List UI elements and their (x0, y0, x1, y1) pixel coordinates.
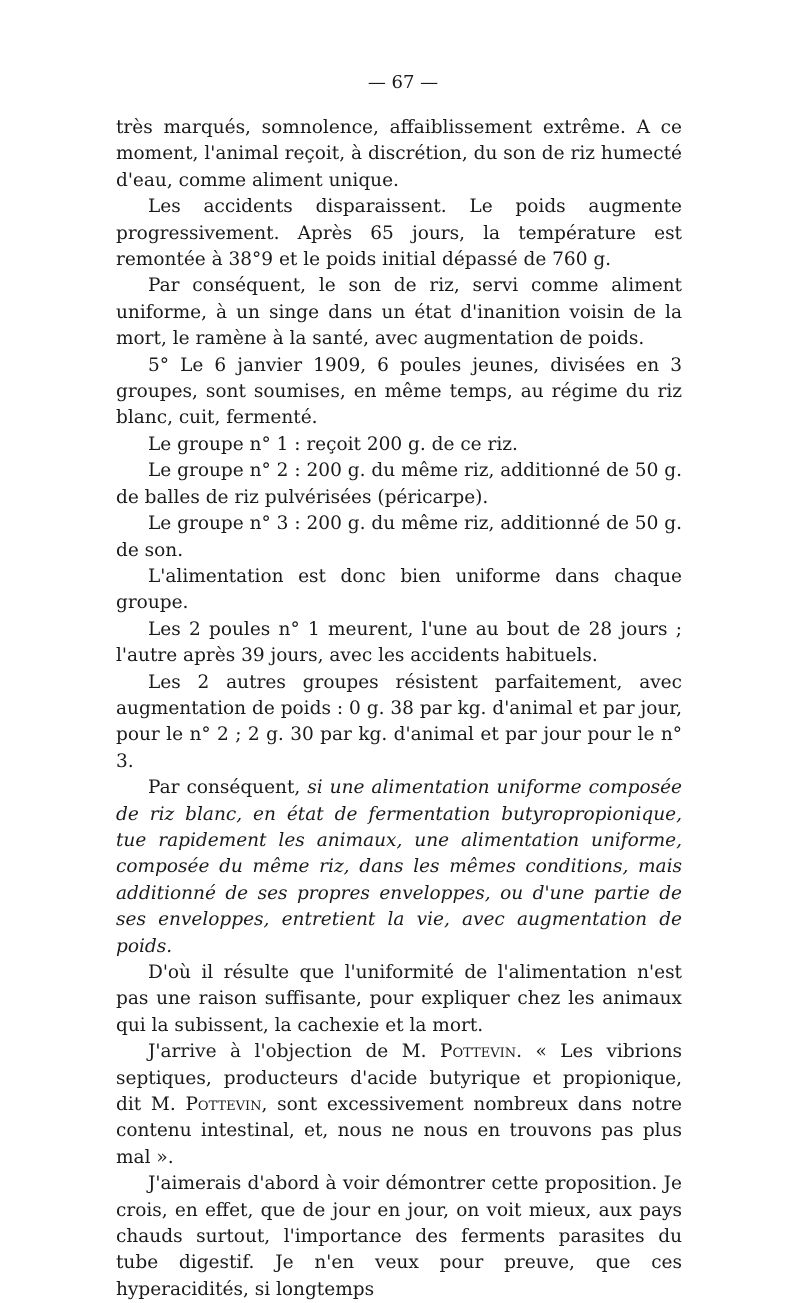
paragraph-4: 5° Le 6 janvier 1909, 6 poules jeunes, divisées en 3 groupes, sont soumises, en même temps, au régime du riz blanc, cuit, fermenté. (116, 354, 682, 429)
paragraph-11-italic: si une alimentation uniforme composée de riz blanc, en état de fermentation butyropropionique, tue rapidement les animaux, une alimentation uniforme, composée du même riz, dans les mêmes conditions, mais additionné de ses propres enveloppes, ou d'une partie de ses enveloppes, entretient la vie, avec augmentation de poids. (116, 777, 683, 957)
paragraph-9: Les 2 poules n° 1 meurent, l'une au bout de 28 jours ; l'autre après 39 jours, avec les accidents habituels. (116, 618, 682, 667)
paragraph-13-part2: . « Les vibrions septiques, producteurs d'acide butyrique et propionique, dit M. (116, 1041, 682, 1116)
paragraph-13-part3: , sont excessivement nombreux dans notre contenu intestinal, et, nous ne nous en trouvons pas plus mal ». (116, 1094, 682, 1168)
page-number: — 67 — (367, 72, 439, 93)
paragraph-1: très marqués, somnolence, affaiblissement extrême. A ce moment, l'animal reçoit, à discrétion, du son de riz humecté d'eau, comme aliment unique. (116, 117, 682, 191)
paragraph-14: J'aimerais d'abord à voir démontrer cette proposition. Je crois, en effet, que de jour en jour, on voit mieux, aux pays chauds surtout, l'importance des ferments parasites du tube digestif. Je n'en veux pour preuve, que ces hyperacidités, si longtemps (116, 1173, 682, 1300)
paragraph-5: Le groupe n° 1 : reçoit 200 g. de ce riz. (148, 433, 518, 455)
paragraph-11-lead: Par conséquent, (148, 777, 308, 799)
paragraph-3: Par conséquent, le son de riz, servi comme aliment uniforme, à un singe dans un état d'inanition voisin de la mort, le ramène à la santé, avec augmentation de poids. (116, 275, 682, 350)
paragraph-13 (116, 1039, 682, 1171)
paragraph-10: Les 2 autres groupes résistent parfaitement, avec augmentation de poids : 0 g. 38 par kg. d'animal et par jour, pour le n° 2 ; 2 g. 30 par kg. d'animal et par jour pour le n° 3. (116, 671, 682, 772)
paragraph-13-part1: J'arrive à l'objection de M. (148, 1041, 441, 1063)
author-name-pottevin-1: Pottevin (440, 1041, 517, 1063)
book-page (116, 72, 682, 1303)
paragraph-6: Le groupe n° 2 : 200 g. du même riz, additionné de 50 g. de balles de riz pulvérisées (péricarpe). (116, 460, 682, 508)
author-name-pottevin-2: Pottevin (185, 1094, 262, 1116)
body-text (116, 115, 682, 1303)
paragraph-8: L'alimentation est donc bien uniforme dans chaque groupe. (116, 565, 682, 614)
paragraph-12: D'où il résulte que l'uniformité de l'alimentation n'est pas une raison suffisante, pour expliquer chez les animaux qui la subissent, la cachexie et la mort. (116, 962, 682, 1036)
paragraph-11 (116, 775, 682, 960)
paragraph-7: Le groupe n° 3 : 200 g. du même riz, additionné de 50 g. de son. (116, 513, 682, 561)
paragraph-2: Les accidents disparaissent. Le poids augmente progressivement. Après 65 jours, la température est remontée à 38°9 et le poids initial dépassé de 760 g. (116, 196, 682, 271)
